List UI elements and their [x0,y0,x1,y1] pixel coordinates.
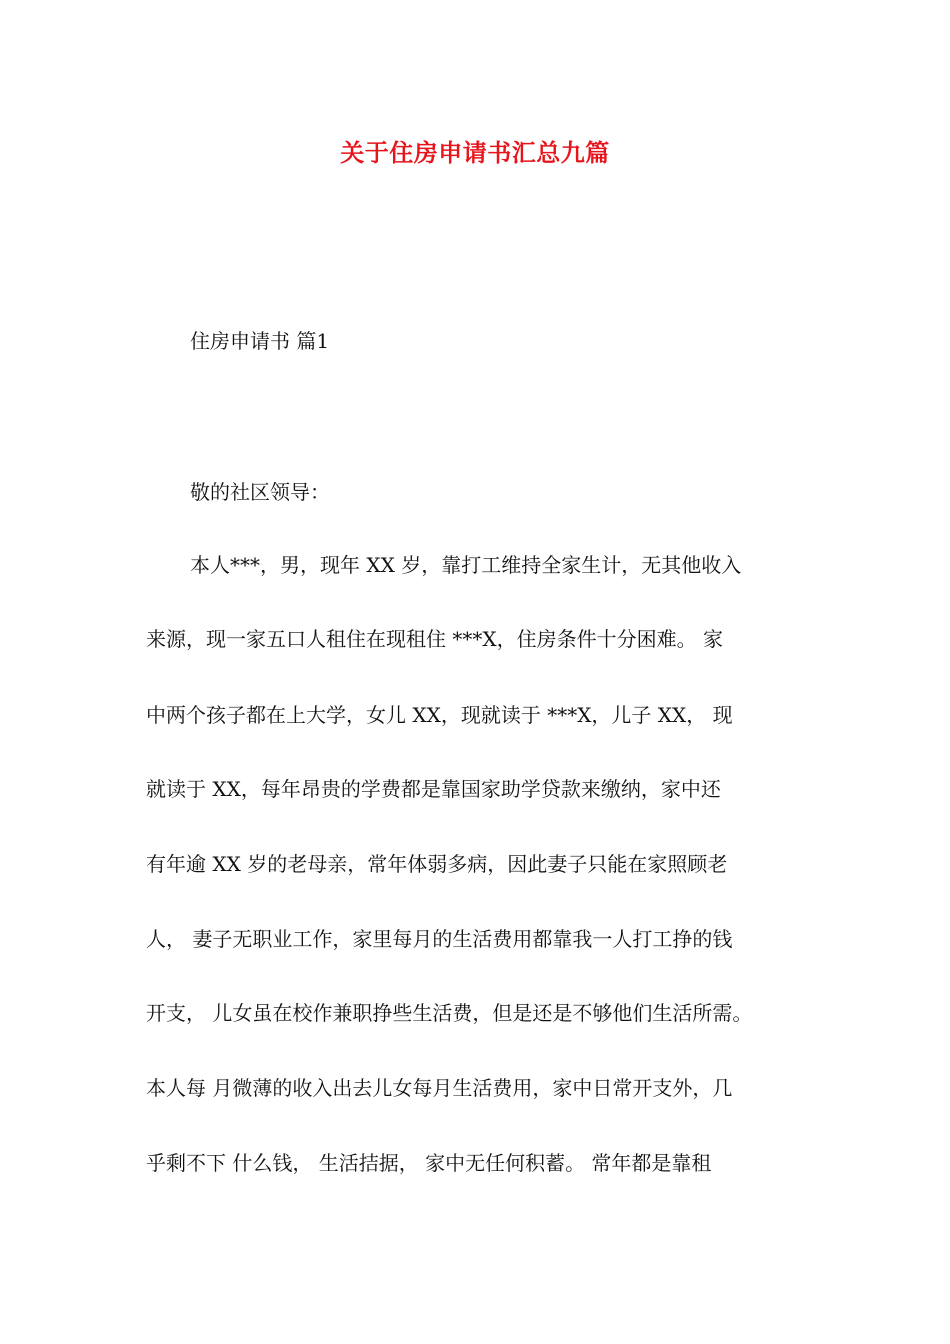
salutation: 敬的社区领导： [190,480,330,504]
body-line: 就读于 XX，每年昂贵的学费都是靠国家助学贷款来缴纳，家中还 [146,777,721,801]
section-heading: 住房申请书 篇1 [190,329,330,353]
body-line: 来源，现一家五口人租住在现租住 ***X，住房条件十分困难。 家 [146,627,723,651]
body-line: 人， 妻子无职业工作，家里每月的生活费用都靠我一人打工挣的钱 [146,927,733,951]
body-line: 开支， 儿女虽在校作兼职挣些生活费，但是还是不够他们生活所需。 [146,1001,753,1025]
body-line: 本人***，男，现年 XX 岁，靠打工维持全家生计，无其他收入 [190,553,742,577]
body-line: 中两个孩子都在上大学，女儿 XX，现就读于 ***X，儿子 XX， 现 [146,703,733,727]
body-line: 有年逾 XX 岁的老母亲，常年体弱多病，因此妻子只能在家照顾老 [146,852,728,876]
document-title: 关于住房申请书汇总九篇 [340,139,610,167]
body-line: 乎剩不下 什么钱， 生活拮据， 家中无任何积蓄。 常年都是靠租 [146,1151,712,1175]
body-line: 本人每 月微薄的收入出去儿女每月生活费用，家中日常开支外，几 [146,1076,733,1100]
